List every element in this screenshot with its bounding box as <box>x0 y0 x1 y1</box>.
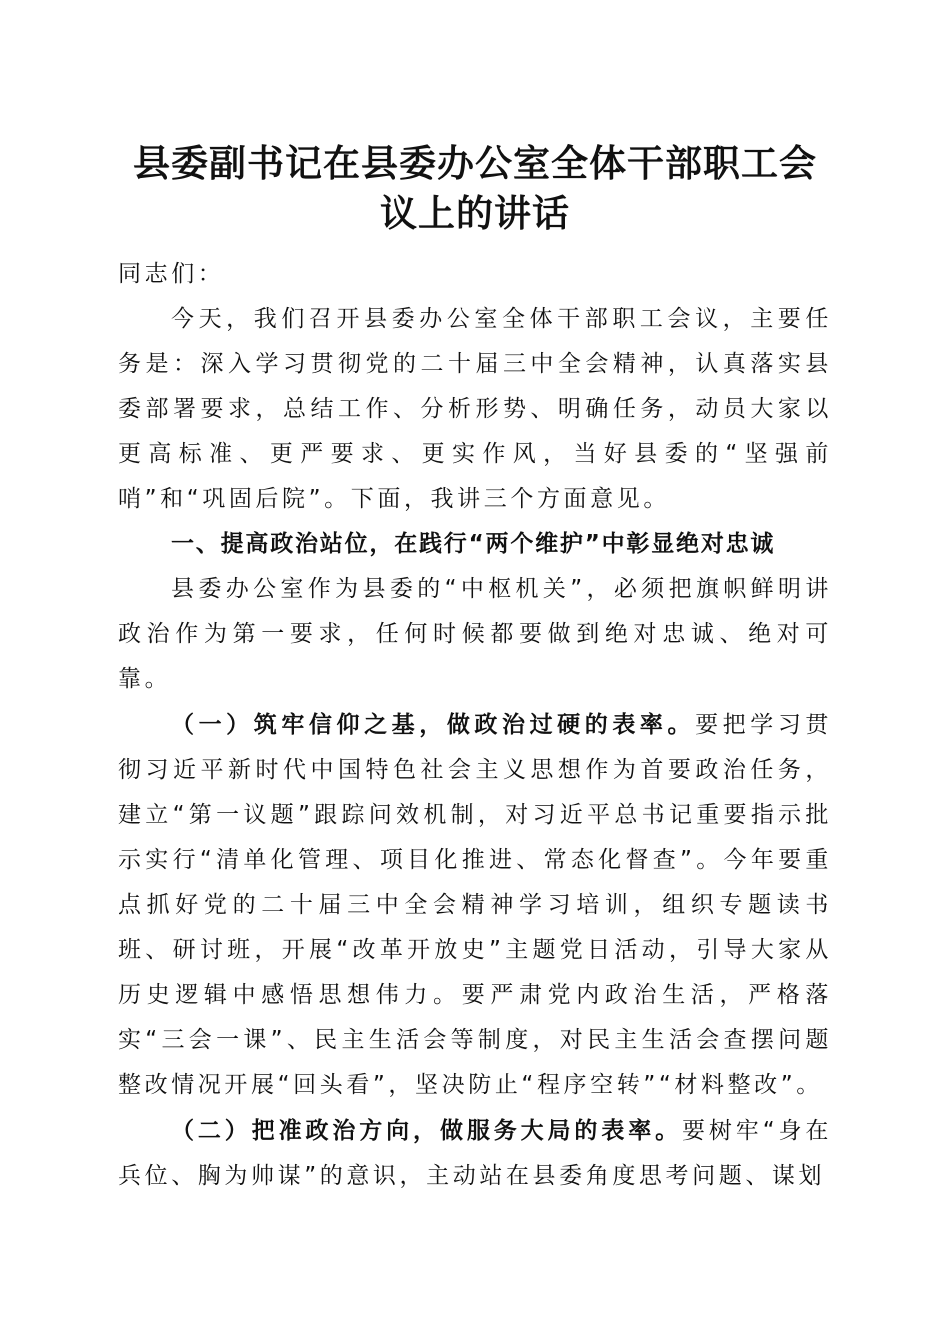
subsection-lead: （二）把准政治方向，做服务大局的表率。 <box>171 1117 683 1144</box>
section-heading: 一、提高政治站位，在践行“两个维护”中彰显绝对忠诚 <box>171 531 776 557</box>
subsection-paragraph <box>118 1108 832 1199</box>
subsection-text: 要树牢“身在兵位、胸为帅谋”的意识，主动站在县委角度思考问题、谋划 <box>118 1118 833 1189</box>
subsection-text: 要把学习贯彻习近平新时代中国特色社会主义思想作为首要政治任务，建立“第一议题”跟踪问效机制，对习近平总书记重要指示批示实行“清单化管理、项目化推进、常态化督查”。今年要重点抓好党的二十届三中全会精神学习培训，组织专题读书班、研讨班，开展“改革开放史”主题党日活动，引导大家从历史逻辑中感悟思想伟力。要严肃党内政治生活，严格落实“三会一课”、民主生活会等制度，对民主生活会查摆问题整改情况开展“回头看”，坚决防止“程序空转”“材料整改”。 <box>118 712 833 1098</box>
subsection-paragraph <box>118 702 832 1108</box>
document-title: 县委副书记在县委办公室全体干部职工会议上的讲话 <box>133 141 817 235</box>
subsection-lead: （一）筑牢信仰之基，做政治过硬的表率。 <box>171 711 696 738</box>
intro-paragraph: 今天，我们召开县委办公室全体干部职工会议，主要任务是：深入学习贯彻党的二十届三中全会精神，认真落实县委部署要求，总结工作、分析形势、明确任务，动员大家以更高标准、更严要求、更实作风，当好县委的“坚强前哨”和“巩固后院”。下面，我讲三个方面意见。 <box>118 306 832 512</box>
document-body <box>118 252 832 1199</box>
greeting: 同志们： <box>118 261 225 287</box>
section-lead-paragraph: 县委办公室作为县委的“中枢机关”，必须把旗帜鲜明讲政治作为第一要求，任何时候都要做到绝对忠诚、绝对可靠。 <box>118 576 832 692</box>
